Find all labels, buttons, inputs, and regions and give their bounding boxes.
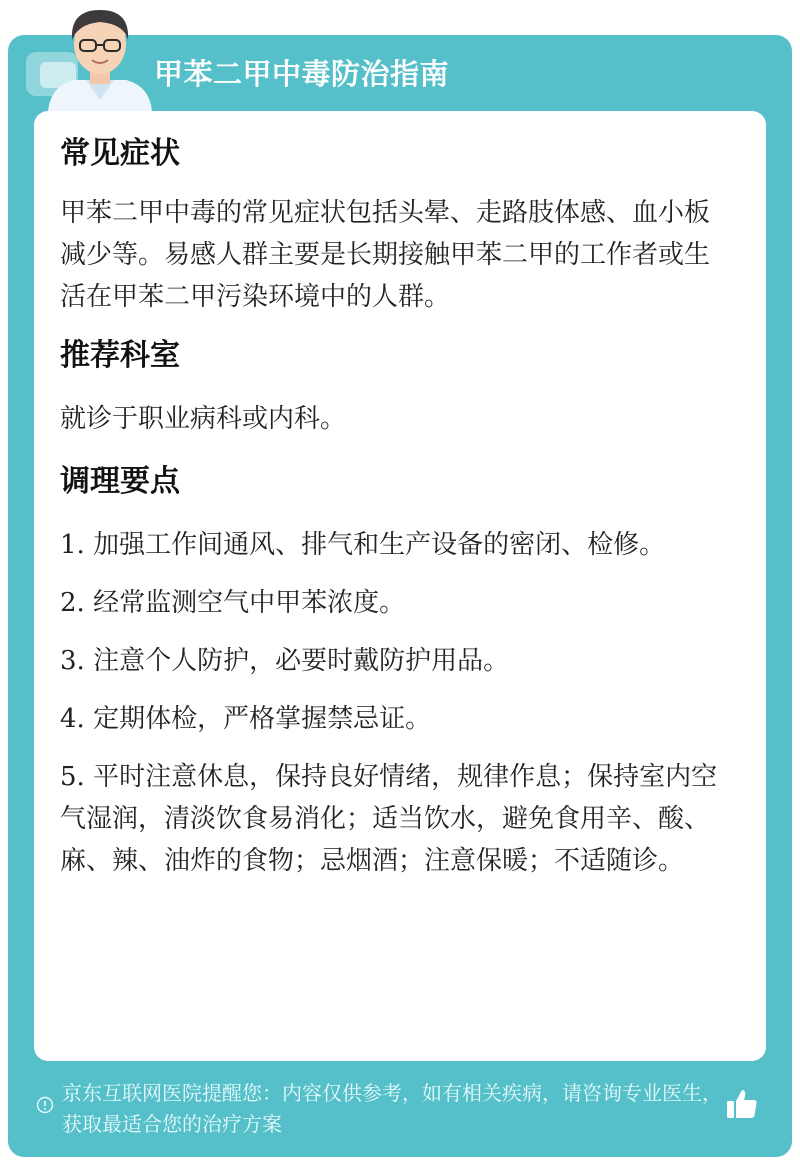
care-item-number: 1. bbox=[60, 530, 85, 560]
department-text: 就诊于职业病科或内科。 bbox=[60, 404, 347, 434]
section-title-department: 推荐科室 bbox=[60, 338, 180, 373]
page-title: 甲苯二甲中毒防治指南 bbox=[154, 57, 450, 91]
care-item bbox=[60, 582, 730, 624]
symptoms-text: 甲苯二甲中毒的常见症状包括头晕、走路肢体感、血小板减少等。易感人群主要是长期接触甲苯二甲的工作者或生活在甲苯二甲污染环境中的人群。 bbox=[60, 198, 711, 312]
care-item-number: 2. bbox=[60, 588, 85, 618]
care-item bbox=[60, 640, 730, 682]
care-item bbox=[60, 524, 730, 566]
care-item-text: 经常监测空气中甲苯浓度。 bbox=[93, 588, 406, 618]
care-item-number: 3. bbox=[60, 646, 85, 676]
thumbs-up-icon[interactable] bbox=[724, 1086, 760, 1122]
care-item-number: 5. bbox=[60, 762, 85, 792]
care-item bbox=[60, 756, 730, 882]
info-icon bbox=[36, 1096, 54, 1114]
care-item-text: 平时注意休息，保持良好情绪，规律作息；保持室内空气湿润，清淡饮食易消化；适当饮水，避免食用辛、酸、麻、辣、油炸的食物；忌烟酒；注意保暖；不适随诊。 bbox=[60, 762, 718, 876]
care-item-text: 加强工作间通风、排气和生产设备的密闭、检修。 bbox=[93, 530, 666, 560]
care-item-text: 定期体检，严格掌握禁忌证。 bbox=[93, 704, 432, 734]
care-item-number: 4. bbox=[60, 704, 85, 734]
doctor-avatar-icon bbox=[40, 0, 160, 112]
guide-content bbox=[60, 130, 730, 882]
section-title-symptoms: 常见症状 bbox=[60, 136, 180, 171]
care-item bbox=[60, 698, 730, 740]
disclaimer-text: 京东互联网医院提醒您：内容仅供参考，如有相关疾病，请咨询专业医生，获取最适合您的治疗方案 bbox=[62, 1081, 722, 1136]
section-title-care: 调理要点 bbox=[60, 464, 180, 499]
care-item-text: 注意个人防护，必要时戴防护用品。 bbox=[93, 646, 510, 676]
